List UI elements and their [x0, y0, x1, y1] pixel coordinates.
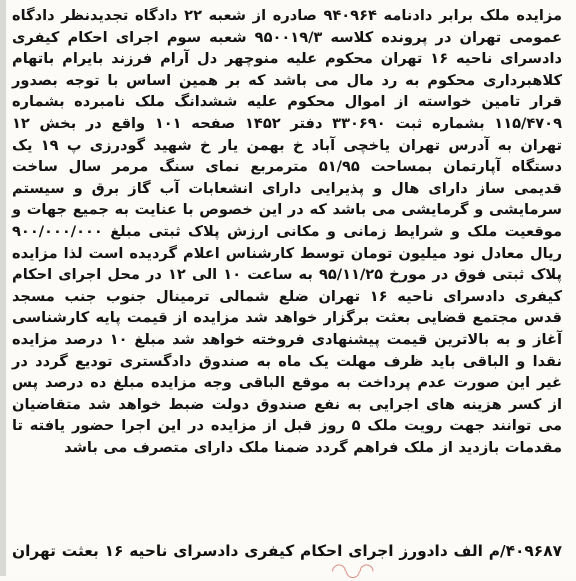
notice-signature: ۴۰۹۶۸۷/م الف دادورز اجرای احکام کیفری دادسرای ناحیه ۱۶ بعثت تهران [12, 542, 562, 560]
stamp-mark: ◠◡◠ [332, 560, 374, 581]
auction-notice-body: مزایده ملک برابر دادنامه ۹۴۰۹۶۴ صادره از شعبه ۲۲ دادگاه تجدیدنظر دادگاه عمومی تهران در پرونده کلاسه ۹۵۰۰۱۹/۳ شعبه سوم اجرای احکام کیفری دادسرای ناحیه ۱۶ تهران محکوم علیه منوچهر دل آرام فرزند بایرام باتهام کلاهبرداری محکوم به رد مال می باشد که بر همین اساس با توجه بصدور قرار تامین خواسته از اموال محکوم علیه ششدانگ ملک نامبرده بشماره ۱۱۵/۴۷۰۹ بشماره ثبت ۳۳۰۶۹۰ دفتر ۱۴۵۲ صفحه ۱۰۱ واقع در بخش ۱۲ تهران به آدرس تهران یاخچی آباد خ بهمن یار خ شهید گودرزی پ ۱۹ یک دستگاه آپارتمان بمساحت ۵۱/۹۵ مترمربع نمای سنگ مرمر سال ساخت قدیمی ساز دارای هال و پذیرایی دارای انشعابات آب گاز برق و سیستم سرمایشی و گرمایشی می باشد که در این خصوص با عنایت به جمیع جهات و موقعیت ملک و شرایط زمانی و مکانی ارزش پلاک ثبتی مبلغ ۹۰۰/۰۰۰/۰۰۰ ریال معادل نود میلیون تومان توسط کارشناس اعلام گردیده است لذا مزایده پلاک ثبتی فوق در مورخ ۹۵/۱۱/۲۵ به ساعت ۱۰ الی ۱۲ در محل اجرای احکام کیفری دادسرای ناحیه ۱۶ تهران ضلع شمالی ترمینال جنوب جنب مسجد قدس مجتمع قضایی بعثت برگزار خواهد شد مزایده از قیمت پایه کارشناسی آغاز و به بالاترین قیمت پیشنهادی فروخته خواهد شد مبلغ ۱۰ درصد مزایده نقدا و الباقی باید ظرف مهلت یک ماه به صندوق دادگستری تودیع گردد در غیر این صورت عدم پرداخت به موقع الباقی وجه مزایده مبلغ ده درصد پس از کسر هزینه های اجرایی به نفع صندوق دولت ضبط خواهد شد متقاضیان می توانند جهت رویت ملک ۵ روز قبل از مزایده در این اجرا حضور یافته تا مقدمات بازدید از ملک فراهم گردد ضمنا ملک دارای متصرف می باشد [12, 7, 563, 456]
page-edge [0, 0, 6, 576]
